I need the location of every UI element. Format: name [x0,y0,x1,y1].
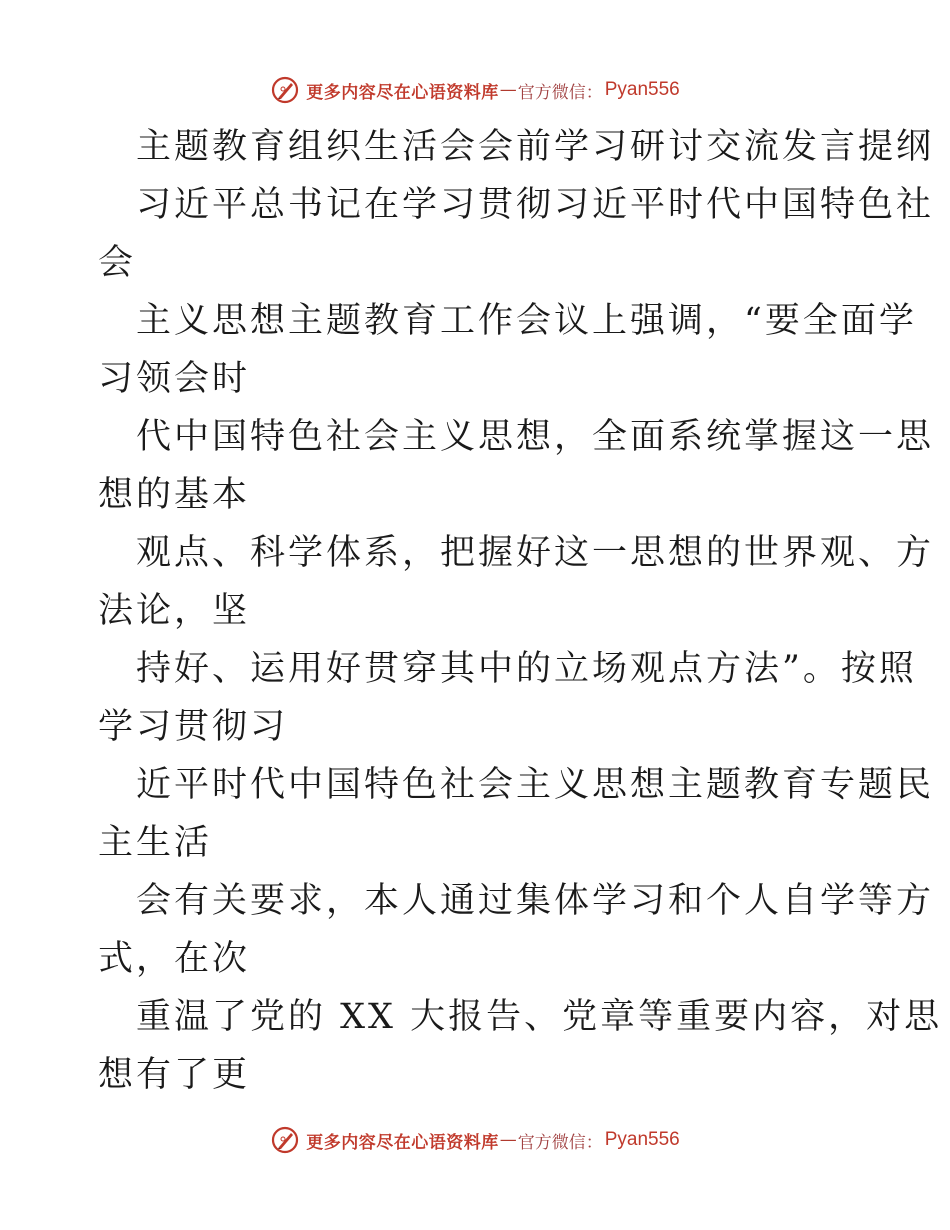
document-line: 会 [98,243,137,283]
footer-banner [0,1120,950,1160]
document-line: 近平时代中国特色社会主义思想主题教育专题民 [136,765,935,805]
document-line: 观点、科学体系，把握好这一思想的世界观、方 [136,533,935,573]
document-line: 式，在次 [98,939,251,979]
banner-wechat-id: Pyan556 [604,1129,680,1150]
banner-wechat-label: 官方微信： [517,1132,603,1153]
document-line: 法论，坚 [98,591,251,631]
document-line: 主生活 [98,823,213,863]
quill-pen-seal-icon [270,75,300,105]
document-line: 主题教育组织生活会会前学习研讨交流发言提纲 [136,127,935,167]
quill-pen-seal-icon [270,1125,300,1155]
document-line: 持好、运用好贯穿其中的立场观点方法”。按照 [136,649,917,689]
document-line: 想有了更 [98,1055,251,1095]
document-line: 想的基本 [98,475,251,515]
document-line: 代中国特色社会主义思想，全面系统掌握这一思 [136,417,935,457]
banner-separator: — [499,80,517,100]
document-line: 习近平总书记在学习贯彻习近平时代中国特色社 [136,185,935,225]
banner-wechat-label: 官方微信： [517,82,603,103]
document-line: 主义思想主题教育工作会议上强调，“要全面学 [136,301,917,341]
document-body [98,118,943,1104]
banner-main-text: 更多内容尽在心语资料库 [306,82,499,103]
banner-main-text: 更多内容尽在心语资料库 [306,1132,499,1153]
document-line: 学习贯彻习 [98,707,289,747]
document-line: 重温了党的 XX 大报告、党章等重要内容，对思 [136,997,943,1037]
document-line: 会有关要求，本人通过集体学习和个人自学等方 [136,881,935,921]
banner-wechat-id: Pyan556 [604,79,680,100]
banner-separator: — [499,1130,517,1150]
header-banner [0,70,950,110]
document-line: 习领会时 [98,359,251,399]
